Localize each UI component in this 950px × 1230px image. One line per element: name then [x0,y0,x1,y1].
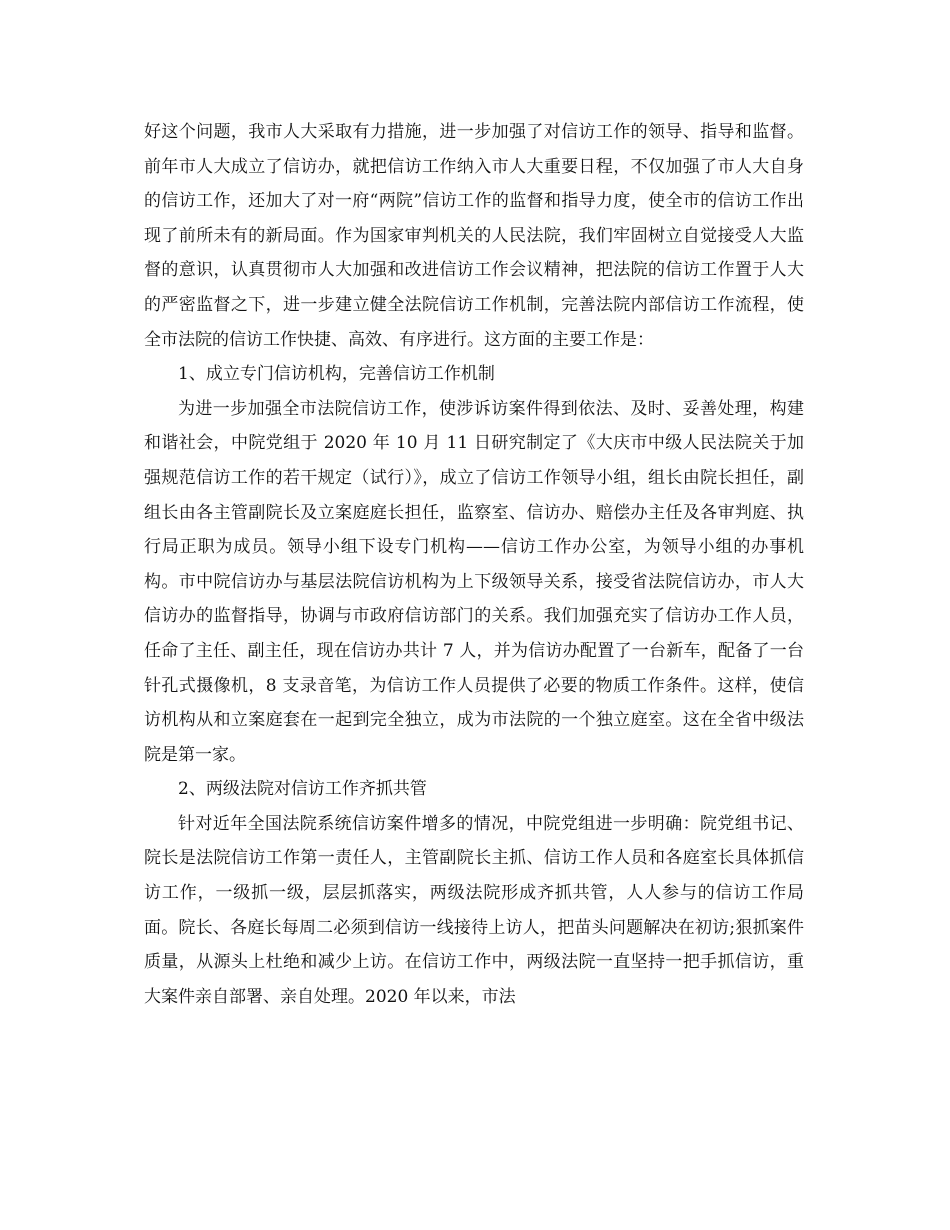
body-paragraph: 好这个问题，我市人大采取有力措施，进一步加强了对信访工作的领导、指导和监督。前年市人大成立了信访办，就把信访工作纳入市人大重要日程，不仅加强了市人大自身的信访工作，还加大了对一府“两院”信访工作的监督和指导力度，使全市的信访工作出现了前所未有的新局面。作为国家审判机关的人民法院，我们牢固树立自觉接受人大监督的意识，认真贯彻市人大加强和改进信访工作会议精神，把法院的信访工作置于人大的严密监督之下，进一步建立健全法院信访工作机制，完善法院内部信访工作流程，使全市法院的信访工作快捷、高效、有序进行。这方面的主要工作是： [144,122,804,350]
section-heading: 2、两级法院对信访工作齐抓共管 [178,779,427,800]
body-paragraph: 针对近年全国法院系统信访案件增多的情况，中院党组进一步明确：院党组书记、院长是法院信访工作第一责任人，主管副院长主抓、信访工作人员和各庭室长具体抓信访工作，一级抓一级，层层抓落实，两级法院形成齐抓共管，人人参与的信访工作局面。院长、各庭长每周二必须到信访一线接待上访人，把苗头问题解决在初访;狠抓案件质量，从源头上杜绝和减少上访。在信访工作中，两级法院一直坚持一把手抓信访，重大案件亲自部署、亲自处理。2020 年以来，市法 [144,813,804,1007]
section-heading: 1、成立专门信访机构，完善信访工作机制 [178,364,495,385]
body-paragraph: 为进一步加强全市法院信访工作，使涉诉访案件得到依法、及时、妥善处理，构建和谐社会，中院党组于 2020 年 10 月 11 日研究制定了《大庆市中级人民法院关于加强规范信访工作的若干规定（试行）》，成立了信访工作领导小组，组长由院长担任，副组长由各主管副院长及立案庭庭长担任，监察室、信访办、赔偿办主任及各审判庭、执行局正职为成员。领导小组下设专门机构——信访工作办公室，为领导小组的办事机构。市中院信访办与基层法院信访机构为上下级领导关系，接受省法院信访办，市人大信访办的监督指导，协调与市政府信访部门的关系。我们加强充实了信访办工作人员，任命了主任、副主任，现在信访办共计 7 人，并为信访办配置了一台新车，配备了一台针孔式摄像机，8 支录音笔，为信访工作人员提供了必要的物质工作条件。这样，使信访机构从和立案庭套在一起到完全独立，成为市法院的一个独立庭室。这在全省中级法院是第一家。 [144,398,804,765]
document-page [144,115,804,1014]
